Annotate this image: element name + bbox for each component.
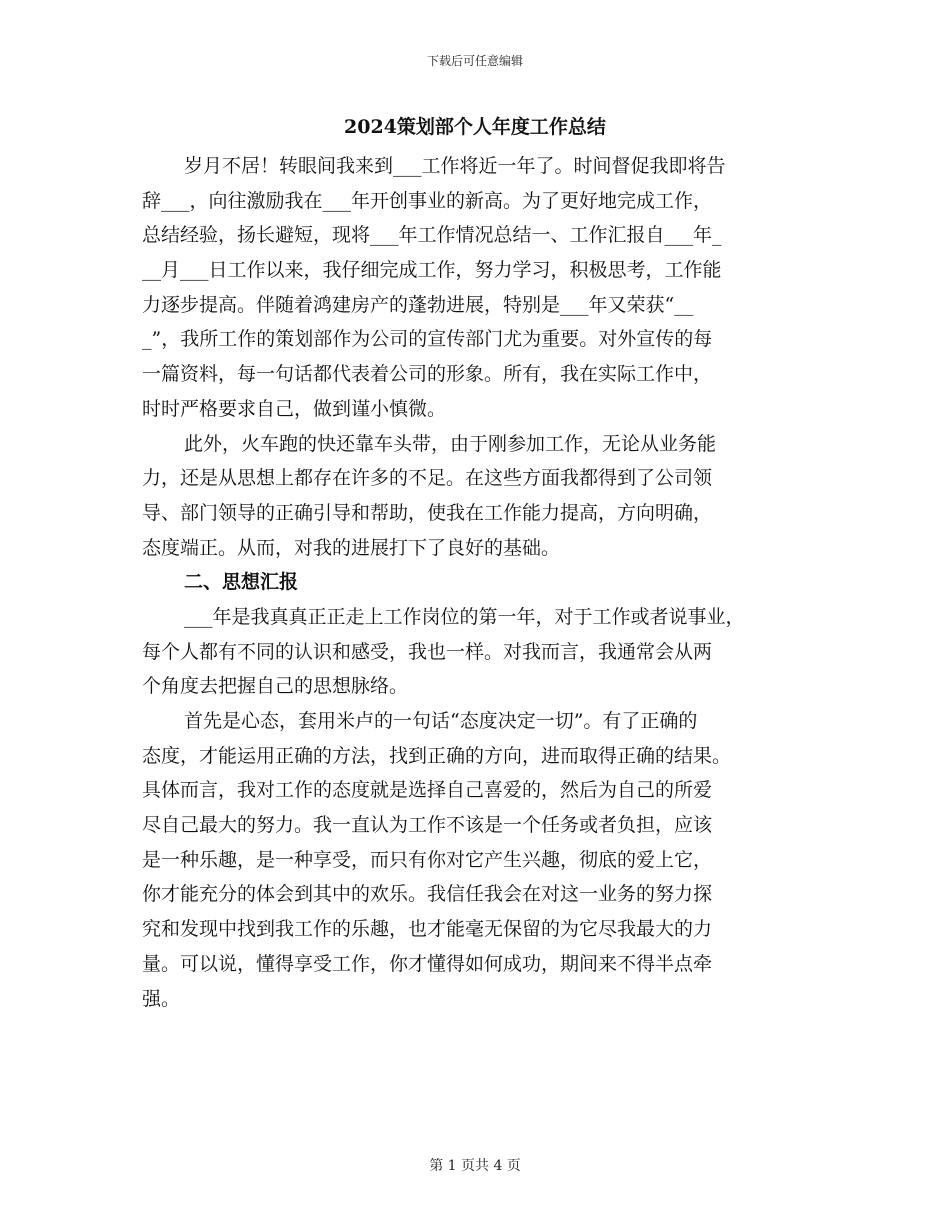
body-line: 力，还是从思想上都存在许多的不足。在这些方面我都得到了公司领 [142,467,713,490]
body-line: 究和发现中找到我工作的乐趣，也才能毫无保留的为它尽我最大的力 [142,918,713,941]
body-line: 每个人都有不同的认识和感受，我也一样。对我而言，我通常会从两 [142,640,713,663]
body-line: 总结经验，扬长避短，现将___年工作情况总结一、工作汇报自___年_ [142,224,722,247]
body-line: 量。可以说，懂得享受工作，你才懂得如何成功，期间来不得半点牵 [142,952,713,975]
body-line: 具体而言，我对工作的态度就是选择自己喜爱的，然后为自己的所爱 [142,779,713,802]
body-line: 你才能充分的体会到其中的欢乐。我信任我会在对这一业务的努力探 [142,883,713,906]
body-line: 时时严格要求自己，做到谨小慎微。 [142,397,447,420]
body-line: 首先是心态，套用米卢的一句话“态度决定一切”。有了正确的 [184,710,698,732]
section-heading: 二、思想汇报 [184,571,299,594]
body-line: 个角度去把握自己的思想脉络。 [142,675,409,698]
body-line: 尽自己最大的努力。我一直认为工作不该是一个任务或者负担，应该 [142,814,713,837]
body-line: 导、部门领导的正确引导和帮助，使我在工作能力提高，方向明确， [142,501,713,524]
body-line: 辞___，向往激励我在___年开创事业的新高。为了更好地完成工作， [142,189,713,212]
document-body [142,149,830,1016]
body-line: 强。 [142,987,181,1010]
body-line: 力逐步提高。伴随着鸿建房产的蓬勃进展，特别是___年又荣获“__ [142,293,694,316]
body-line: 一篇资料，每一句话都代表着公司的形象。所有，我在实际工作中， [142,363,713,386]
page-footer: 第 1 页共 4 页 [429,1158,521,1174]
body-line: 态度，才能运用正确的方法，找到正确的方向，进而取得正确的结果。 [142,744,732,767]
body-line: __月___日工作以来，我仔细完成工作，努力学习，积极思考，工作能 [142,259,722,282]
body-line: _”，我所工作的策划部作为公司的宣传部门尤为重要。对外宣传的每 [142,328,713,351]
document-title: 2024策划部个人年度工作总结 [344,116,606,138]
body-line: 态度端正。从而，对我的进展打下了良好的基础。 [142,536,561,559]
body-line: ___年是我真真正正走上工作岗位的第一年，对于工作或者说事业， [184,605,745,628]
body-line: 岁月不居！转眼间我来到___工作将近一年了。时间督促我即将告 [184,155,726,177]
page-header: 下载后可任意编辑 [426,54,523,68]
body-line: 此外，火车跑的快还靠车头带，由于刚参加工作，无论从业务能 [184,432,717,455]
body-line: 是一种乐趣，是一种享受，而只有你对它产生兴趣，彻底的爱上它， [142,848,713,871]
